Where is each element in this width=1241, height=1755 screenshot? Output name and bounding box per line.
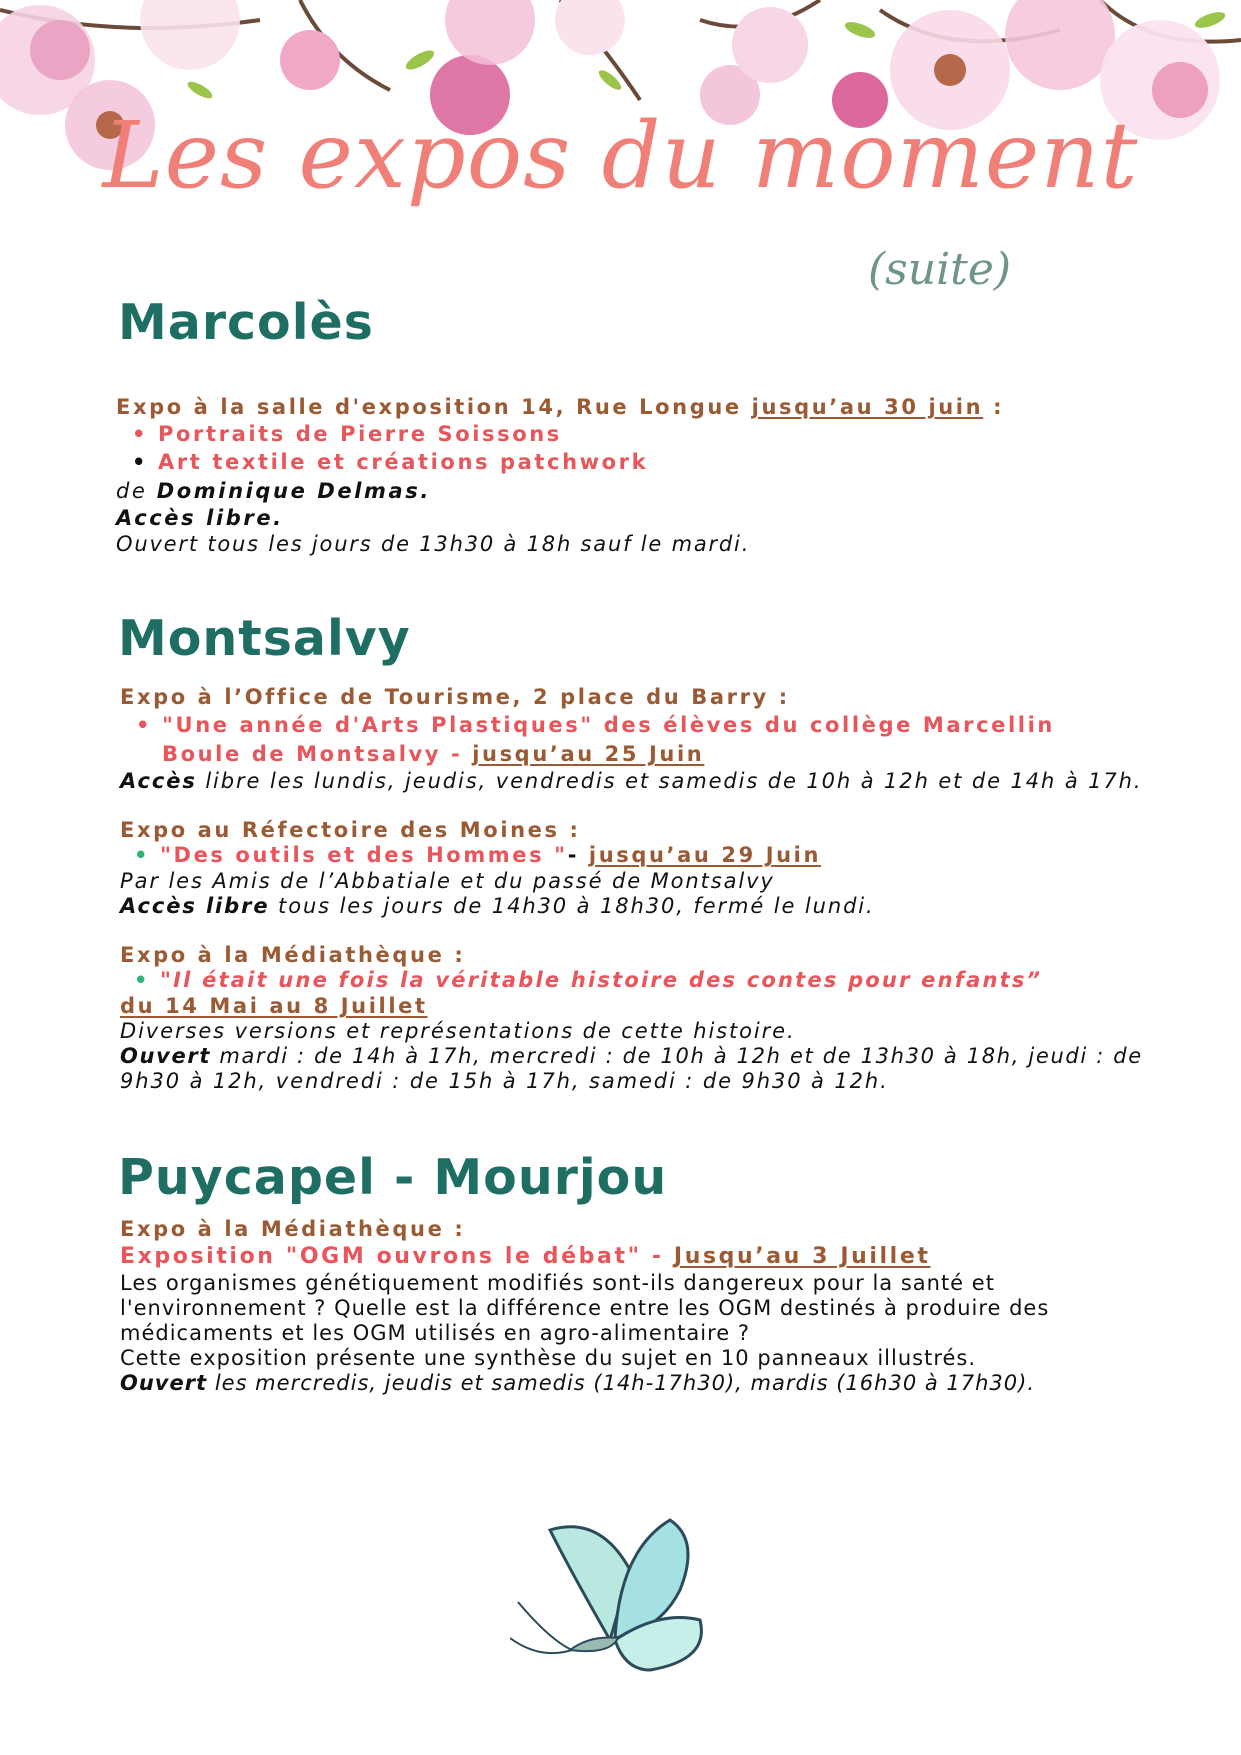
montsalvy-expo2-access: Accès libre tous les jours de 14h30 à 18h30, fermé le lundi. xyxy=(120,894,875,918)
marcoles-item-1: • Portraits de Pierre Soissons xyxy=(132,422,562,446)
bullet-icon: • xyxy=(132,450,149,474)
puycapel-hours: Ouvert les mercredis, jeudis et samedis (14h-17h30), mardis (16h30 à 17h30). xyxy=(120,1371,1036,1395)
bullet-icon: • xyxy=(132,422,149,446)
montsalvy-expo2-until: jusqu’au 29 Juin xyxy=(588,843,822,867)
section-title-marcoles: Marcolès xyxy=(118,294,374,351)
montsalvy-expo1-item-line2: Boule de Montsalvy - jusqu’au 25 Juin xyxy=(162,742,705,766)
montsalvy-expo3-dates: du 14 Mai au 8 Juillet xyxy=(120,994,428,1018)
montsalvy-expo3-intro: Expo à la Médiathèque : xyxy=(120,943,466,967)
bullet-icon: • xyxy=(136,713,153,737)
montsalvy-expo2-intro: Expo au Réfectoire des Moines : xyxy=(120,818,581,842)
marcoles-author: de Dominique Delmas. xyxy=(116,479,431,503)
montsalvy-expo3-item: • "Il était une fois la véritable histoire des contes pour enfants” xyxy=(134,968,1043,992)
marcoles-expo-intro: Expo à la salle d'exposition 14, Rue Longue jusqu’au 30 juin : xyxy=(116,395,1005,419)
montsalvy-expo3-hours-line2: 9h30 à 12h, vendredi : de 15h à 17h, samedi : de 9h30 à 12h. xyxy=(120,1069,889,1093)
montsalvy-expo1-item: • "Une année d'Arts Plastiques" des élèves du collège Marcellin xyxy=(136,713,1055,737)
montsalvy-expo1-intro: Expo à l’Office de Tourisme, 2 place du Barry : xyxy=(120,685,790,709)
montsalvy-expo1-access: Accès libre les lundis, jeudis, vendredis et samedis de 10h à 12h et de 14h à 17h. xyxy=(120,769,1143,793)
page-subtitle: (suite) xyxy=(868,244,1012,295)
page-title: Les expos du moment xyxy=(102,102,1139,209)
puycapel-expo-name: Exposition "OGM ouvrons le débat" - Jusqu’au 3 Juillet xyxy=(120,1244,931,1269)
puycapel-desc-line-1: Les organismes génétiquement modifiés sont-ils dangereux pour la santé et xyxy=(120,1271,995,1295)
marcoles-expo-until: jusqu’au 30 juin xyxy=(751,395,984,419)
puycapel-desc-line-3: médicaments et les OGM utilisés en agro-alimentaire ? xyxy=(120,1321,750,1345)
marcoles-hours: Ouvert tous les jours de 13h30 à 18h sauf le mardi. xyxy=(116,532,751,556)
montsalvy-expo2-item: • "Des outils et des Hommes "- jusqu’au 29 Juin xyxy=(134,843,822,867)
puycapel-desc-line-2: l'environnement ? Quelle est la différence entre les OGM destinés à produire des xyxy=(120,1296,1050,1320)
montsalvy-expo1-until: jusqu’au 25 Juin xyxy=(472,742,705,766)
section-title-puycapel: Puycapel - Mourjou xyxy=(118,1149,668,1206)
montsalvy-expo3-hours: Ouvert mardi : de 14h à 17h, mercredi : de 10h à 12h et de 13h30 à 18h, jeudi : de xyxy=(120,1044,1143,1068)
marcoles-item-2: • Art textile et créations patchwork xyxy=(132,450,649,474)
marcoles-access: Accès libre. xyxy=(116,506,284,530)
montsalvy-expo2-by: Par les Amis de l’Abbatiale et du passé de Montsalvy xyxy=(120,869,775,893)
puycapel-desc-line-4: Cette exposition présente une synthèse du sujet en 10 panneaux illustrés. xyxy=(120,1346,977,1370)
puycapel-expo-until: Jusqu’au 3 Juillet xyxy=(673,1244,931,1269)
puycapel-expo-intro: Expo à la Médiathèque : xyxy=(120,1217,466,1241)
bullet-icon: • xyxy=(134,843,151,867)
section-title-montsalvy: Montsalvy xyxy=(118,610,411,667)
butterfly-illustration xyxy=(510,1510,730,1680)
bullet-icon: • xyxy=(134,968,150,992)
montsalvy-expo3-desc: Diverses versions et représentations de cette histoire. xyxy=(120,1019,796,1043)
